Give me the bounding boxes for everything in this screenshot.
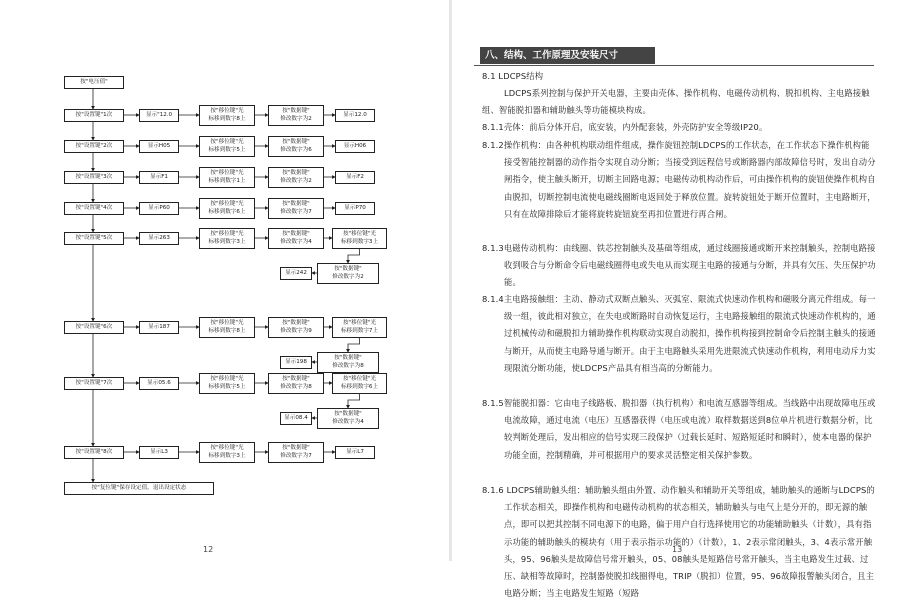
press-set-key-box: 按"设置键"7次 xyxy=(64,377,124,390)
result-display-box: 显示F2 xyxy=(335,171,375,184)
section-title: 八、结构、工作原理及安装尺寸 xyxy=(480,47,655,64)
paragraph-8-1-body: LDCPS系列控制与保护开关电器，主要由壳体、操作机构、电磁传动机构、脱扣机构、主电路接触组、智能脱扣器和辅助触头等功能模块构成。 xyxy=(482,88,870,116)
data-key-box: 按"数据键" 修改数字为2 xyxy=(268,105,324,126)
data-key-box: 按"数据键" 修改数字为7 xyxy=(268,442,324,463)
result-display-box: 显示12.0 xyxy=(335,109,375,122)
shift-key-box: 按"移位键"光 标移到数字8上 xyxy=(199,317,255,338)
paragraph-8-1-heading: 8.1 LDCPS结构 xyxy=(482,71,544,81)
shift-key-box: 按"移位键"光 标移到数字5上 xyxy=(199,373,255,394)
second-shift-key-box: 按"移位键"光 标移到数字6上 xyxy=(332,373,387,394)
display-value-box: 显示L3 xyxy=(139,446,179,459)
data-key-box: 按"数据键" 修改数字为2 xyxy=(268,167,324,188)
paragraph-8-1-1: 8.1.1壳体：前后分体开启，底安装，内外配套装，外壳防护安全等级IP20。 xyxy=(482,122,768,132)
flow-end-box: 按"复位键"保存设定值，退出设定状态 xyxy=(64,482,214,495)
shift-key-box: 按"移位键"光 标移到数字3上 xyxy=(199,228,255,249)
final-display-box: 显示242 xyxy=(280,267,312,280)
branch-arrow xyxy=(348,249,360,263)
shift-key-box: 按"移位键"光 标移到数字8上 xyxy=(199,105,255,126)
section-divider xyxy=(474,65,874,66)
shift-key-box: 按"移位键"光 标移到数字5上 xyxy=(199,136,255,157)
press-set-key-box: 按"设置键"2次 xyxy=(64,140,124,153)
second-shift-key-box: 按"移位键"光 标移到数字7上 xyxy=(332,317,387,338)
press-set-key-box: 按"设置键"3次 xyxy=(64,171,124,184)
result-display-box: 显示P70 xyxy=(335,202,375,215)
data-key-box: 按"数据键" 修改数字为8 xyxy=(268,373,324,394)
press-set-key-box: 按"设置键"8次 xyxy=(64,446,124,459)
display-value-box: 显示187 xyxy=(139,321,179,334)
page-number-right: 13 xyxy=(672,545,683,554)
page-number-left: 12 xyxy=(203,545,214,554)
shift-key-box: 按"移位键"光 标移到数字1上 xyxy=(199,167,255,188)
paragraph-8-1-6: 8.1.6 LDCPS辅助触头组：辅助触头组由外置、动作触头和辅助开关等组成，辅助触头的通断与LDCPS的工作状态相关，即操作机构和电磁传动机构的状态相关，辅助触头与电气上是分开的，即无源的触点，即可以把其控制不同电源下的电路，偏于用户自行选择使用它的功能辅助触头（计数），具有指示功能的辅助触头的模块有（用于表示指示功能的）（计数），1、2表示常闭触头，3、4表示常开触头，95、96触头是故障信号常开触头，05、08触头是短路信号常开触头，当主电路发生过载、过压、缺相等故障时，控制器使脱扣线圈得电，TRIP（脱扣）位置，95、96故障报警触头闭合，且主电路分断；当主电路发生短路（短路 xyxy=(482,485,875,599)
paragraph-8-1-3: 8.1.3电磁传动机构：由线圈、铁芯控制触头及基础等组成，通过线圈接通或断开来控制触头，控制电路接收到吸合与分断命令后电磁线圈得电或失电从而实现主电路的接通与分断，并具有欠压、失压保护功能。 xyxy=(482,243,876,288)
press-set-key-box: 按"设置键"4次 xyxy=(64,202,124,215)
press-set-key-box: 按"设置键"1次 xyxy=(64,109,124,122)
display-value-box: 显示05.6 xyxy=(139,377,179,390)
display-value-box: 显示263 xyxy=(139,232,179,245)
branch-arrow xyxy=(348,394,360,408)
second-shift-key-box: 按"移位键"光 标移到数字3上 xyxy=(332,228,387,249)
data-key-box: 按"数据键" 修改数字为7 xyxy=(268,198,324,219)
paragraph-8-1-2: 8.1.2操作机构：由各种机构联动组件组成，操作旋钮控制LDCPS的工作状态，在工作状态下操作机构能接受智能控制器的动作指令实现自动分断；当接受到远程信号或断路器内部故障信号时，发出自动分闸指令，使主触头断开，切断主回路电源；电磁传动机构动作后，可由操作机构的旋钮使操作机构自由脱扣，切断控制电流使电磁线圈断电返回处于释放位置。旋转旋钮处于断开位置时，主电路断开，只有在故障排除后才能将旋转旋钮旋至再扣位置进行再合闸。 xyxy=(482,140,876,219)
shift-key-box: 按"移位键"光 标移到数字6上 xyxy=(199,198,255,219)
second-data-key-box: 按"数据键" 修改数字为8 xyxy=(317,352,379,373)
data-key-box: 按"数据键" 修改数字为6 xyxy=(268,136,324,157)
shift-key-box: 按"移位键"光 标移到数字3上 xyxy=(199,442,255,463)
paragraph-8-1-4: 8.1.4主电路接触组：主动、静动式双断点触头、灭弧室、限流式快速动作机构和磁吸分离元件组成。每一级一组，彼此相对独立，在失电或断路时自动恢复运行，主电路接触组的限流式快速动作机构的，通过机械传动和磁脱扣力辅助操作机构联动实现自动脱扣，操作机构接到控制命令后控制主触头的接通与断开，从而使主电路导通与断开。由于主电路触头采用先进限流式快速动作机构，利用电动斥力实现限流分断功能，使LDCPS产品具有相当高的分断能力。 xyxy=(482,294,876,373)
second-data-key-box: 按"数据键" 修改数字为2 xyxy=(317,263,379,284)
press-set-key-box: 按"设置键"5次 xyxy=(64,232,124,245)
press-set-key-box: 按"设置键"6次 xyxy=(64,321,124,334)
final-display-box: 显示198 xyxy=(280,356,312,369)
display-value-box: 显示H05 xyxy=(139,140,179,153)
result-display-box: 显示L7 xyxy=(335,446,375,459)
result-display-box: 显示H06 xyxy=(335,140,375,153)
flow-start-box: 按"电压值" xyxy=(64,76,124,89)
display-value-box: 显示F1 xyxy=(139,171,179,184)
final-display-box: 显示08.4 xyxy=(280,412,312,425)
data-key-box: 按"数据键" 修改数字为9 xyxy=(268,317,324,338)
display-value-box: 显示"12.0 xyxy=(139,109,179,122)
display-value-box: 显示P60 xyxy=(139,202,179,215)
paragraph-8-1-5: 8.1.5智能脱扣器：它由电子线路板、脱扣器（执行机构）和电流互感器等组成。当线路中出现故障电压或电流故障，通过电流（电压）互感器获得（电压或电流）取样数据送到8位单片机进行数据分析，比较判断处理后，发出相应的信号实现三段保护（过载长延时、短路短延时和瞬时），使本电器的保护功能全面，控制精确，并可根据用户的要求灵活整定相关保护参数。 xyxy=(482,398,876,460)
data-key-box: 按"数据键" 修改数字为4 xyxy=(268,228,324,249)
branch-arrow xyxy=(348,338,360,352)
second-data-key-box: 按"数据键" 修改数字为4 xyxy=(317,408,379,429)
